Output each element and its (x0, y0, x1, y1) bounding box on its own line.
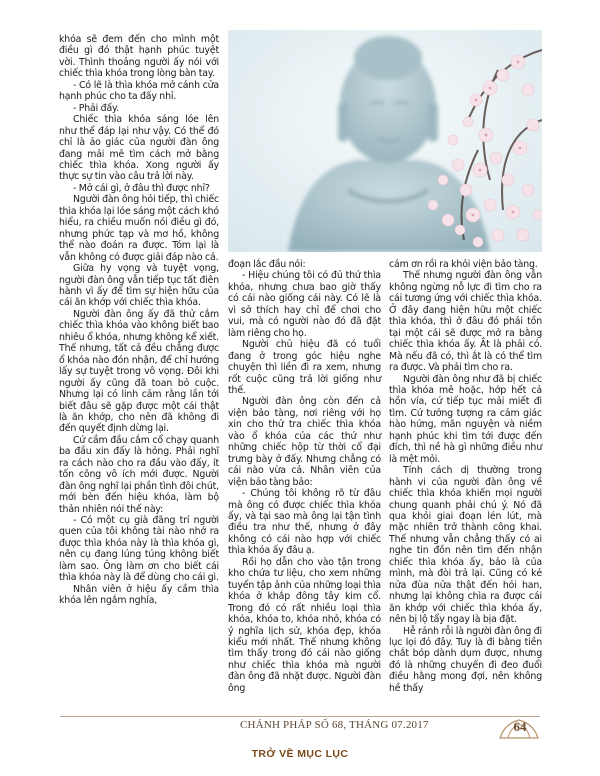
paragraph: - Có một cụ già đãng trí người quen của tôi không tài nào nhớ ra được thìa khóa này là thìa khóa gì, nên cụ đang lúng túng không biết làm sao. Ông làm ơn cho biết cái thìa khóa này là để dùng cho cái gì. (59, 515, 219, 584)
paragraph: Rồi họ dẫn cho vào tận trong kho chứa tư liệu, cho xem những tuyển tập ảnh của những loại thìa khóa ở khắp đông tây kim cổ. Trong đó có rất nhiều loại thìa khóa, khóa to, khóa nhỏ, khóa có ý nghĩa lịch sử, khóa đẹp, khóa kiểu mới nhất. Thế nhưng không tìm thấy trong đó cái nào giống như chiếc thìa khóa mà người đàn ông đã nhặt được. Người đàn ông (228, 556, 381, 694)
paragraph: Nhân viên ở hiệu ấy cầm thìa khóa lên ngắm nghía, (59, 583, 219, 607)
article-column-1 (59, 34, 219, 607)
paragraph: Người đàn ông như đã bị chiếc thìa khóa mê hoặc, hớp hết cả hồn vía, cứ tiếp tục mải miết đi tìm. Cứ tưởng tượng ra cảm giác hào hứng, mãn nguyện và niềm hạnh phúc khi tìm tới được đến đích, thì nề hà gì những điều như là mệt mỏi. (389, 373, 542, 465)
paragraph: - Chúng tôi không rõ từ đâu mà ông có được chiếc thìa khóa ấy, và tại sao mà ông lại tận tình điều tra như thế, nhưng ở đây không có cái nào hợp với chiếc thìa khóa ấy đâu ạ. (228, 488, 381, 557)
footer-divider (60, 716, 540, 717)
page-number: 64 (513, 719, 527, 734)
paragraph: Người chủ hiệu đã có tuổi đang ở trong góc hiệu nghe chuyện thì liền đi ra xem, nhưng rốt cuộc cũng trả lời giống như thế. (228, 339, 381, 396)
photo-illustration (228, 30, 542, 252)
paragraph: Chiếc thìa khóa sáng lóe lên như thể đáp lại như vậy. Có thể đó chỉ là ảo giác của người đàn ông đang mải mê tìm cách mở bằng chiếc thìa khóa. Xong người ấy thực sự tin vào câu trả lời này. (59, 114, 219, 183)
paragraph: Người đàn ông còn đến cả viện bảo tàng, nơi riêng với họ xin cho thử tra chiếc thìa khóa vào ổ khóa của các thứ như những chiếc hộp từ thời cổ đại trưng bày ở đấy. Nhưng chẳng có cái nào vừa cả. Nhân viên của viện bảo tàng bảo: (228, 396, 381, 488)
paragraph: Tính cách dị thường trong hành vi của người đàn ông về chiếc thìa khóa khiến mọi người chung quanh phải chú ý. Nó đã qua khỏi giai đoạn lén lút, mà mặc nhiên trở thành công khai. Thế nhưng vẫn chẳng thấy có ai nghe tin đồn nên tìm đến nhận chiếc thìa khóa ấy, bảo là của mình, mà đòi trả lại. Cũng có kẻ nửa đùa nửa thật đến hỏi han, nhưng lại không chìa ra được cái ăn khớp với chiếc thìa khóa ấy, nên bị lộ tẩy ngay là bịa đặt. (389, 465, 542, 626)
paragraph: Người đàn ông hỏi tiếp, thì chiếc thìa khóa lại lóe sáng một cách khó hiểu, ra chiều muốn nói điều gì đó, nhưng phức tạp và mơ hồ, không thể nào đoán ra được. Tóm lại là vẫn không có được giải đáp nào cả. (59, 194, 219, 263)
paragraph: Cứ cầm đầu cắm cổ chạy quanh ba đầu xin đấy là hỏng. Phải nghĩ ra cách nào cho ra đầu vào đấy, ít tốn công vô ích mới được. Người đàn ông nghĩ lại phần tình đôi chút, mới bèn đến hiệu khóa, làm bộ thản nhiên nói thế này: (59, 434, 219, 515)
paragraph: - Phải đấy. (73, 102, 119, 114)
article-column-3 (389, 259, 542, 694)
paragraph: Thế nhưng người đàn ông vẫn không ngừng nỗ lực đi tìm cho ra cái tương ứng với chiếc thìa khóa. Ở đây đang hiện hữu một chiếc thìa khóa, thì ở đâu đó phải tồn tại một cái sẽ được mở ra bằng chiếc thìa khóa ấy. Ắt là phải có. Mà nếu đã có, thì ắt là có thể tìm ra được. Và phải tìm cho ra. (389, 270, 542, 374)
back-to-contents-link[interactable]: TRỞ VỀ MỤC LỤC (251, 748, 349, 760)
paragraph: - Mở cái gì, ở đâu thì được nhỉ? (73, 182, 210, 194)
issue-label: CHÁNH PHÁP SỐ 68, THÁNG 07.2017 (240, 719, 429, 731)
paragraph: khóa sẽ đem đến cho mình một điều gì đó thật hạnh phúc tuyệt vời. Thình thoảng người ấy nói với chiếc thìa khóa trong lòng bàn tay. (59, 34, 219, 80)
paragraph: - Hiệu chúng tôi có đủ thứ thìa khóa, nhưng chưa bao giờ thấy có cái nào giống cái này. Có lẽ là vì sở thích hay chỉ để chơi cho vui, mà có người nào đó đã đặt làm riêng cho họ. (228, 270, 381, 339)
paragraph: Hễ rảnh rỗi là người đàn ông đi lục lọi đó đây. Tuy là đi bằng tiền chắt bóp dành dụm được, nhưng đó là những chuyến đi đeo đuổi điều hằng mong đợi, nên không hề thấy (389, 625, 542, 694)
buddha-cherry-blossom-photo (228, 30, 542, 252)
paragraph: Người đàn ông ấy đã thử cắm chiếc thìa khóa vào không biết bao nhiêu ổ khóa, nhưng không kể xiết. Thế nhưng, tất cả đều chẳng được ổ khóa nào đón nhận, để chỉ hướng lấy sự tuyệt trong vô vọng. Đôi khi người ấy cũng đã toan bỏ cuộc. Nhưng lại có linh cảm rằng lần tới biết đâu sẽ gặp được một cái thật là ăn khớp, cho nên đã không đi đến quyết định dừng lại. (59, 308, 219, 435)
article-column-2 (228, 259, 381, 694)
paragraph: - Có lẽ là thìa khóa mở cánh cửa hạnh phúc cho ta đấy nhỉ. (59, 79, 219, 103)
paragraph: đoạn lắc đầu nói: (228, 259, 306, 270)
paragraph: cám ơn rồi ra khỏi viện bảo tàng. (389, 259, 538, 270)
paragraph: Giữa hy vọng và tuyệt vọng, người đàn ông vẫn tiếp tục tất điên hành vì ấy để tìm sự hiện hữu của cái ăn khớp với chiếc thìa khóa. (59, 263, 219, 309)
